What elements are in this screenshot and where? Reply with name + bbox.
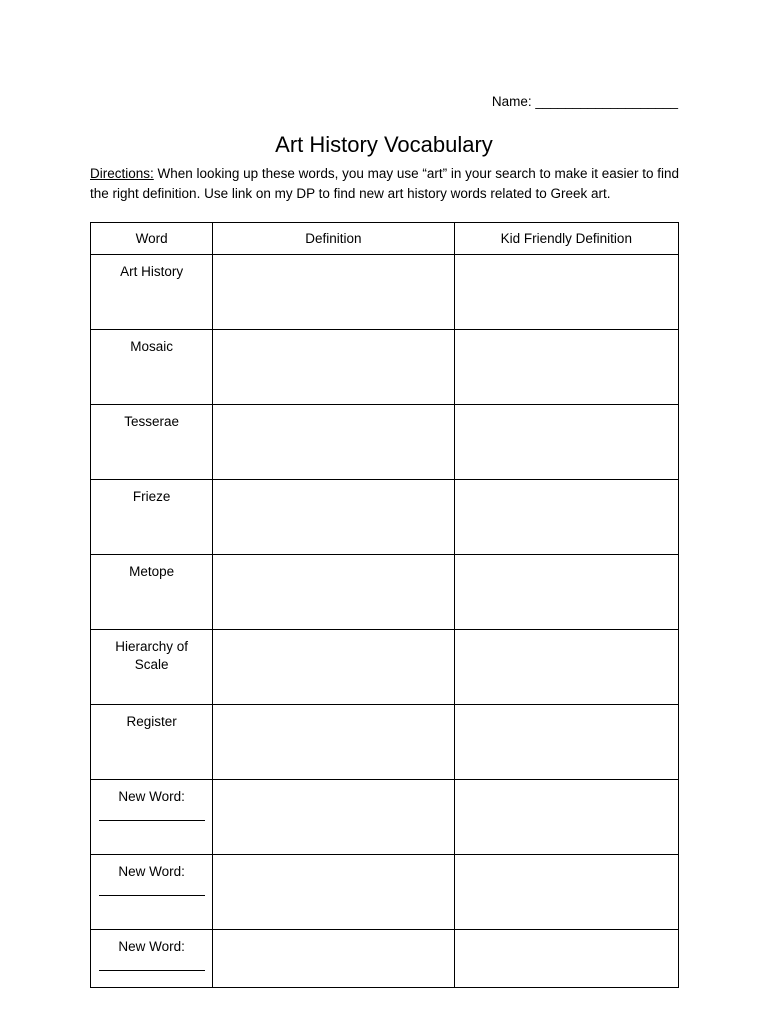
- table-row: [91, 855, 679, 930]
- new-word-blank-line[interactable]: [99, 885, 205, 896]
- new-word-label: New Word:: [118, 864, 185, 879]
- new-word-cell: [91, 855, 213, 930]
- directions-text: When looking up these words, you may use “art” in your search to make it easier to find the right definition. Use link on my DP to find new art history words related to Greek art.: [90, 166, 680, 201]
- table-row: [91, 705, 679, 780]
- table-row: [91, 780, 679, 855]
- definition-cell[interactable]: [213, 405, 454, 480]
- table-row: [91, 330, 679, 405]
- kid-definition-cell[interactable]: [454, 930, 678, 988]
- new-word-blank-line[interactable]: [99, 810, 205, 821]
- word-cell: Tesserae: [91, 405, 213, 480]
- word-cell: Metope: [91, 555, 213, 630]
- word-cell: Mosaic: [91, 330, 213, 405]
- table-row: [91, 555, 679, 630]
- kid-definition-cell[interactable]: [454, 255, 678, 330]
- new-word-label: New Word:: [118, 939, 185, 954]
- directions-label: Directions:: [90, 166, 154, 181]
- table-row: [91, 480, 679, 555]
- kid-definition-cell[interactable]: [454, 855, 678, 930]
- new-word-blank-line[interactable]: [99, 960, 205, 971]
- definition-cell[interactable]: [213, 855, 454, 930]
- kid-definition-cell[interactable]: [454, 555, 678, 630]
- directions-paragraph: [90, 164, 682, 204]
- kid-definition-cell[interactable]: [454, 405, 678, 480]
- table-row: [91, 930, 679, 988]
- word-cell: Register: [91, 705, 213, 780]
- word-cell: Frieze: [91, 480, 213, 555]
- definition-cell[interactable]: [213, 255, 454, 330]
- name-field-label: Name: ___________________: [491, 94, 678, 109]
- definition-cell[interactable]: [213, 330, 454, 405]
- table-row: [91, 630, 679, 705]
- table-row: [91, 405, 679, 480]
- new-word-label: New Word:: [118, 789, 185, 804]
- definition-cell[interactable]: [213, 705, 454, 780]
- word-cell: Hierarchy of Scale: [91, 630, 213, 705]
- word-cell: Art History: [91, 255, 213, 330]
- column-header-word: Word: [91, 223, 213, 255]
- kid-definition-cell[interactable]: [454, 705, 678, 780]
- kid-definition-cell[interactable]: [454, 780, 678, 855]
- kid-definition-cell[interactable]: [454, 330, 678, 405]
- table-header-row: [91, 223, 679, 255]
- table-row: [91, 255, 679, 330]
- definition-cell[interactable]: [213, 480, 454, 555]
- kid-definition-cell[interactable]: [454, 480, 678, 555]
- definition-cell[interactable]: [213, 630, 454, 705]
- page-title: Art History Vocabulary: [275, 132, 493, 157]
- new-word-cell: [91, 780, 213, 855]
- column-header-definition: Definition: [213, 223, 454, 255]
- definition-cell[interactable]: [213, 780, 454, 855]
- definition-cell[interactable]: [213, 555, 454, 630]
- vocabulary-table: [90, 222, 679, 988]
- column-header-kid-definition: Kid Friendly Definition: [454, 223, 678, 255]
- kid-definition-cell[interactable]: [454, 630, 678, 705]
- new-word-cell: [91, 930, 213, 988]
- definition-cell[interactable]: [213, 930, 454, 988]
